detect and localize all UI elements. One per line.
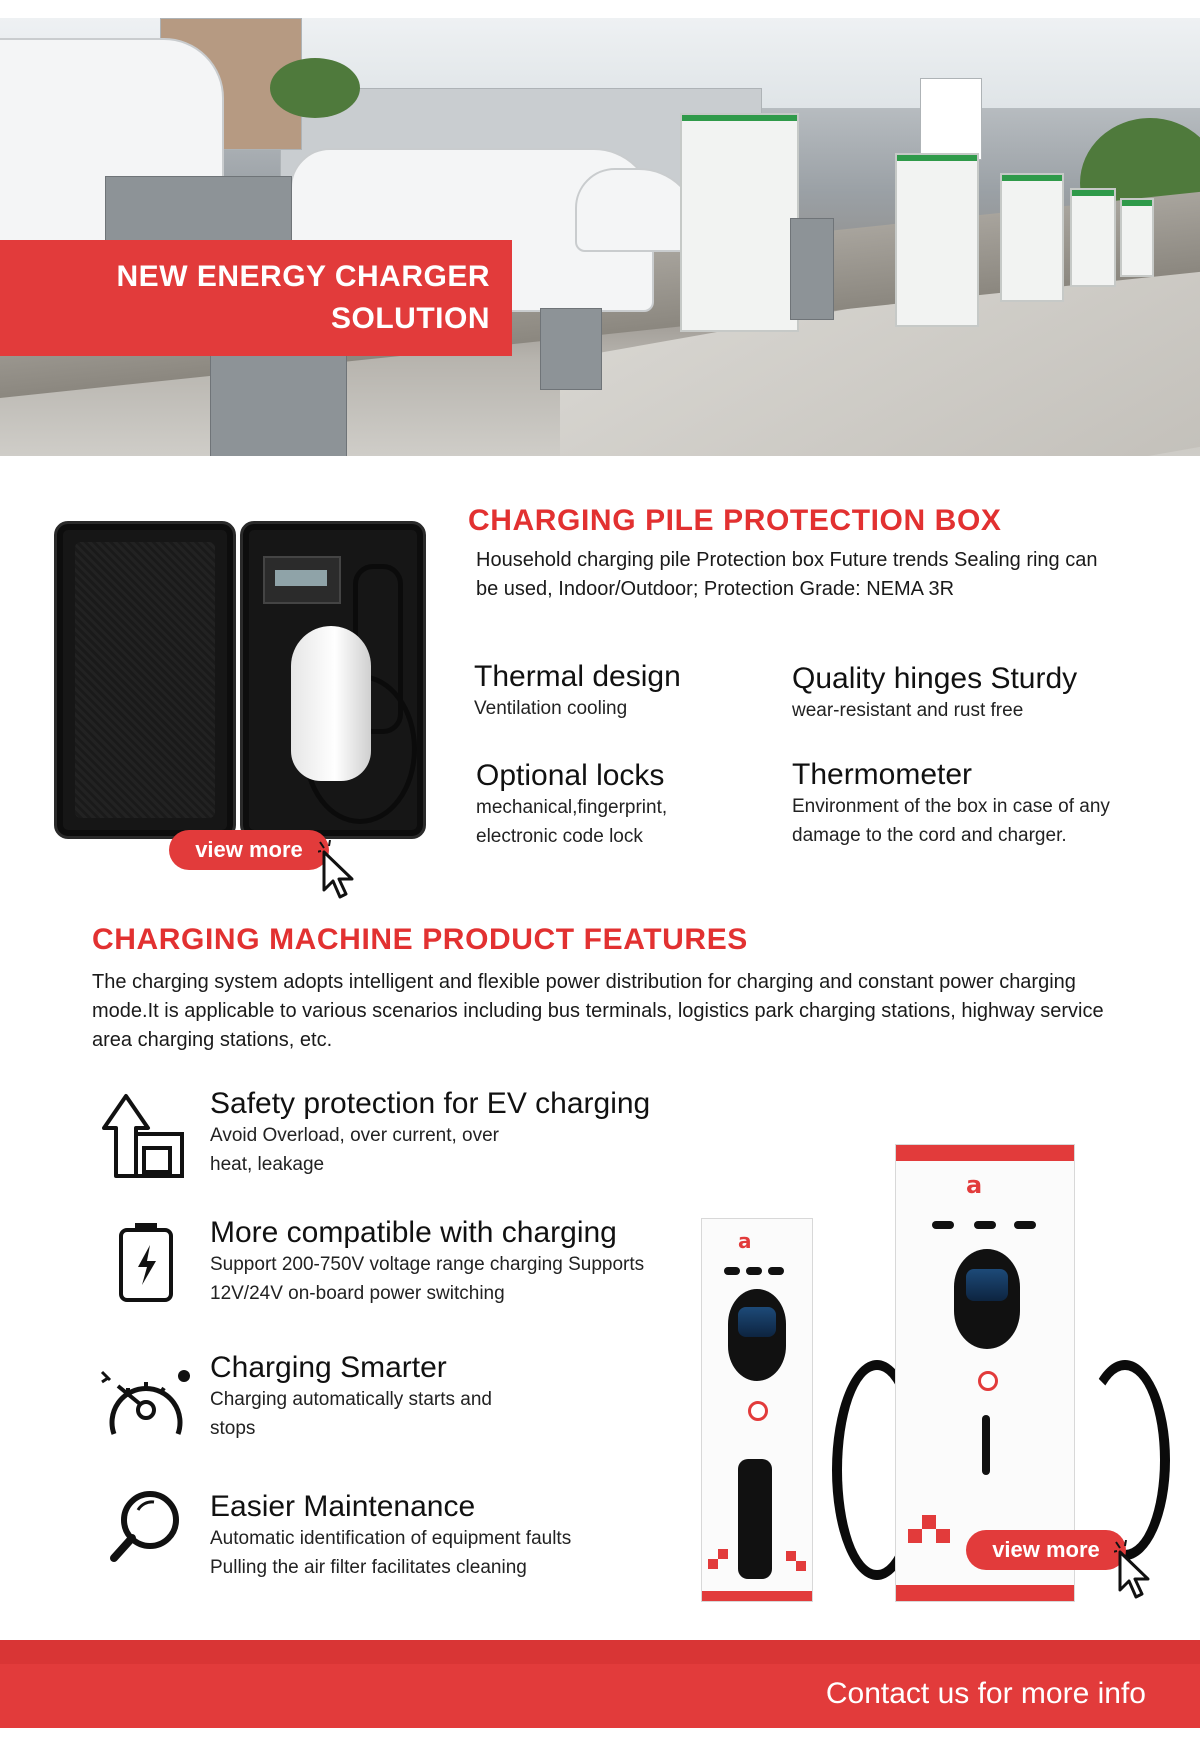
feature-safety-protection — [210, 1087, 730, 1179]
feature-title: More compatible with charging — [210, 1216, 617, 1249]
charger-screen — [728, 1289, 786, 1381]
feature-desc: wear-resistant and rust free — [792, 700, 1024, 721]
feature-title: Optional locks — [476, 759, 665, 792]
wallbox-charger — [291, 626, 371, 781]
junction-box — [540, 308, 602, 390]
junction-box — [210, 348, 347, 456]
charging-gun — [738, 1459, 772, 1579]
feature-thermal-design — [474, 660, 774, 723]
charger-station — [1120, 198, 1154, 277]
feature-desc: Support 200-750V voltage range charging Supports 12V/24V on-board power switching — [210, 1254, 645, 1304]
charger-screen — [954, 1249, 1020, 1349]
contact-link[interactable]: Contact us for more info — [825, 1677, 1146, 1710]
cursor-pointer-icon — [318, 840, 358, 902]
feature-title: Quality hinges Sturdy — [792, 662, 1078, 695]
feature-title: Easier Maintenance — [210, 1490, 476, 1523]
home-upload-icon — [100, 1090, 184, 1178]
gauge-icon — [100, 1366, 192, 1440]
hero-title-line2: SOLUTION — [331, 302, 490, 335]
machine-description: The charging system adopts intelligent and flexible power distribution for charging and constant power charging mode.It is applicable to various scenarios including bus terminals, logistics park charging stations, highway service area charging stations, etc. — [92, 971, 1104, 1051]
charger-station — [1070, 188, 1116, 287]
small-dc-charger: a — [701, 1218, 813, 1602]
feature-optional-locks — [476, 759, 726, 851]
feature-title: Safety protection for EV charging — [210, 1087, 651, 1120]
charger-station — [1000, 173, 1064, 302]
feature-desc: Avoid Overload, over current, over heat, leakage — [210, 1125, 500, 1175]
hero-title-line1: NEW ENERGY CHARGER — [116, 260, 490, 293]
protection-box-image — [54, 521, 424, 837]
hero-image — [0, 18, 1200, 456]
feature-quality-hinges — [792, 662, 1172, 725]
breaker-panel — [263, 556, 341, 604]
protection-box-description: Household charging pile Protection box Future trends Sealing ring can be used, Indoor/Outdoor; Protection Grade: NEMA 3R — [476, 549, 1098, 600]
feature-desc: Ventilation cooling — [474, 698, 628, 719]
feature-thermometer — [792, 758, 1152, 850]
hero-title — [20, 256, 490, 340]
protection-box-heading: CHARGING PILE PROTECTION BOX — [468, 504, 1002, 537]
junction-box — [790, 218, 834, 320]
feature-charging-smarter — [210, 1351, 630, 1443]
charger-station — [680, 113, 799, 332]
magnifier-icon — [110, 1488, 182, 1564]
machine-heading: CHARGING MACHINE PRODUCT FEATURES — [92, 923, 748, 956]
view-more-button[interactable]: view more — [169, 830, 329, 870]
tree — [270, 58, 360, 118]
feature-desc: Environment of the box in case of any damage to the cord and charger. — [792, 796, 1110, 846]
cursor-pointer-icon — [1114, 1540, 1154, 1602]
gas-station-sign — [920, 78, 982, 160]
feature-desc: mechanical,fingerprint, electronic code lock — [476, 797, 668, 847]
feature-compatible-charging — [210, 1216, 690, 1308]
box-left-door — [54, 521, 236, 839]
battery-bolt-icon — [118, 1221, 178, 1303]
feature-title: Thermometer — [792, 758, 973, 791]
large-dc-charger: a — [895, 1144, 1075, 1602]
feature-title: Charging Smarter — [210, 1351, 447, 1384]
charger-station — [895, 153, 979, 327]
view-more-button[interactable]: view more — [966, 1530, 1126, 1570]
box-right-compartment — [240, 521, 426, 839]
feature-easier-maintenance — [210, 1490, 630, 1582]
feature-title: Thermal design — [474, 660, 681, 693]
feature-desc: Automatic identification of equipment faults Pulling the air filter facilitates cleaning — [210, 1528, 572, 1578]
feature-desc: Charging automatically starts and stops — [210, 1389, 492, 1439]
